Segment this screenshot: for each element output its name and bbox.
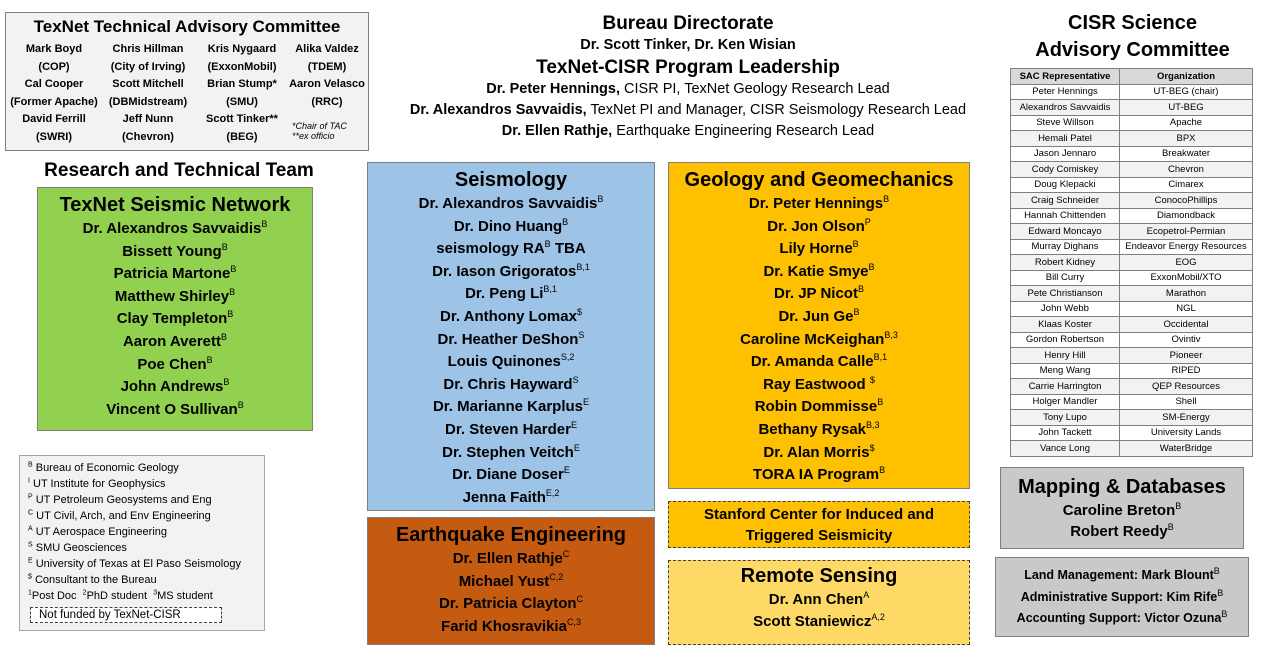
list-item: Dr. Katie Smye$^B$ bbox=[763, 261, 875, 280]
sac-table bbox=[1010, 68, 1253, 457]
sac-representative: Steve Willson bbox=[1011, 115, 1120, 131]
member-list bbox=[669, 589, 969, 633]
table-row bbox=[1011, 301, 1253, 317]
list-item: Land Management: Mark Blount$^B$ bbox=[1024, 565, 1220, 582]
member-list bbox=[669, 193, 969, 487]
legend-item: $^C$ UT Civil, Arch, and Env Engineering bbox=[28, 509, 211, 522]
sac-representative: Jason Jennaro bbox=[1011, 146, 1120, 162]
tac-entry: (TDEM) bbox=[307, 60, 347, 73]
table-row bbox=[1011, 363, 1253, 379]
table-row bbox=[1011, 84, 1253, 100]
table-row bbox=[1011, 100, 1253, 116]
list-item: Dr. Dino Huang$^B$ bbox=[453, 216, 569, 235]
sac-organization: EOG bbox=[1120, 255, 1253, 271]
sac-organization: Pioneer bbox=[1120, 348, 1253, 364]
panel-title: Remote Sensing bbox=[740, 565, 898, 587]
list-item: Louis Quinones$^{S,2}$ bbox=[447, 352, 575, 371]
sac-organization: Marathon bbox=[1120, 286, 1253, 302]
sac-representative: Carrie Harrington bbox=[1011, 379, 1120, 395]
sac-representative: Cody Comiskey bbox=[1011, 162, 1120, 178]
table-row bbox=[1011, 224, 1253, 240]
list-item: Lily Horne$^B$ bbox=[779, 239, 859, 258]
table-row bbox=[1011, 131, 1253, 147]
tac-column bbox=[102, 41, 194, 146]
tac-entry: (ExxonMobil) bbox=[207, 60, 277, 73]
research-team-title: Research and Technical Team bbox=[44, 160, 314, 181]
list-item: Dr. Steven Harder$^E$ bbox=[445, 419, 577, 438]
list-item: Dr. Heather DeShon$^S$ bbox=[437, 329, 585, 348]
program-lead-2: Dr. Alexandros Savvaidis, TexNet PI and Manager, CISR Seismology Research Lead bbox=[409, 102, 967, 118]
list-item: Poe Chen$^B$ bbox=[137, 354, 213, 373]
tac-entry: (DBMidstream) bbox=[108, 95, 188, 108]
table-row bbox=[1011, 255, 1253, 271]
sac-organization: Endeavor Energy Resources bbox=[1120, 239, 1253, 255]
list-item: Dr. Stephen Veitch$^E$ bbox=[442, 442, 580, 461]
sac-organization: Cimarex bbox=[1120, 177, 1253, 193]
list-item: Patricia Martone$^B$ bbox=[113, 264, 237, 283]
list-item: Dr. Jun $Ge^B$ bbox=[778, 306, 860, 325]
list-item: Accounting Support: Victor Ozuna$^B$ bbox=[1016, 608, 1228, 625]
table-row bbox=[1011, 410, 1253, 426]
support-staff-box bbox=[995, 557, 1249, 637]
legend-item: $^I$ UT Institute for Geophysics bbox=[28, 477, 166, 490]
sac-organization: Apache bbox=[1120, 115, 1253, 131]
geology-panel bbox=[668, 162, 970, 489]
sac-organization: BPX bbox=[1120, 131, 1253, 147]
sac-representative: Doug Klepacki bbox=[1011, 177, 1120, 193]
list-item: Clay Templeton$^B$ bbox=[116, 309, 234, 328]
table-row bbox=[1011, 348, 1253, 364]
list-item: Michael Yust$^{C,2}$ bbox=[458, 571, 564, 590]
stanford-line-2: Triggered Seismicity bbox=[745, 527, 893, 544]
sac-organization: University Lands bbox=[1120, 425, 1253, 441]
legend-item: $^B$ Bureau of Economic Geology bbox=[28, 461, 179, 474]
program-lead-3: Dr. Ellen Rathje, Earthquake Engineering Research Lead bbox=[501, 123, 875, 139]
table-row bbox=[1011, 394, 1253, 410]
earthquake-engineering-panel bbox=[367, 517, 655, 645]
sac-representative: Hannah Chittenden bbox=[1011, 208, 1120, 224]
table-row bbox=[1011, 379, 1253, 395]
tac-entry: David Ferrill bbox=[22, 113, 86, 125]
support-list bbox=[996, 558, 1248, 630]
table-row bbox=[1011, 162, 1253, 178]
legend-box bbox=[19, 455, 265, 631]
sac-representative: Robert Kidney bbox=[1011, 255, 1120, 271]
list-item: Dr. Alexandros Savvaidis$^B$ bbox=[418, 194, 604, 212]
sac-organization: Shell bbox=[1120, 394, 1253, 410]
sac-organization: ExxonMobil/XTO bbox=[1120, 270, 1253, 286]
sac-header-row bbox=[1011, 69, 1253, 85]
sac-organization: SM-Energy bbox=[1120, 410, 1253, 426]
list-item: Dr. Ellen Rathje$^C$ bbox=[452, 549, 570, 567]
tac-box bbox=[5, 12, 369, 151]
list-item: Dr. Jon Olson$^P$ bbox=[767, 216, 871, 235]
tac-column bbox=[196, 41, 288, 146]
tac-entry: (BEG) bbox=[226, 130, 258, 143]
tac-title: TexNet Technical Advisory Committee bbox=[33, 17, 341, 36]
sac-representative: Alexandros Savvaidis bbox=[1011, 100, 1120, 116]
sac-organization: NGL bbox=[1120, 301, 1253, 317]
sac-representative: Murray Dighans bbox=[1011, 239, 1120, 255]
legend-item: $ Consultant to the Bureau bbox=[28, 573, 157, 586]
stanford-line-1: Stanford Center for Induced and bbox=[703, 506, 934, 523]
legend-item: $^A$ UT Aerospace Engineering bbox=[28, 525, 167, 538]
sac-representative: Tony Lupo bbox=[1011, 410, 1120, 426]
tac-entry: Cal Cooper bbox=[24, 78, 84, 90]
list-item: Aaron Averett$^B$ bbox=[122, 331, 228, 350]
tac-entry: (COP) bbox=[38, 60, 70, 73]
tac-entry: Jeff Nunn bbox=[122, 113, 174, 125]
tac-entry: Aaron Velasco bbox=[289, 78, 365, 90]
table-row bbox=[1011, 270, 1253, 286]
list-item: Dr. Marianne Karplus$^E$ bbox=[432, 397, 590, 416]
sac-representative: Edward Moncayo bbox=[1011, 224, 1120, 240]
tac-entry: (SMU) bbox=[226, 95, 258, 108]
tac-entry: Scott Mitchell bbox=[112, 78, 184, 90]
list-item: Dr. Alexandros Savvaidis$^B$ bbox=[82, 219, 268, 237]
list-item: Farid Khosravikia$^{C,3}$ bbox=[441, 616, 581, 635]
sac-organization: UT-BEG bbox=[1120, 100, 1253, 116]
list-item: Dr. Peter Hennings$^B$ bbox=[748, 194, 890, 212]
list-item: Dr. Chris Hayward$^S$ bbox=[443, 374, 579, 393]
table-row bbox=[1011, 208, 1253, 224]
list-item: Matthew Shirley$^B$ bbox=[114, 286, 236, 305]
tac-entry: (SWRI) bbox=[35, 130, 73, 143]
sac-representative: Gordon Robertson bbox=[1011, 332, 1120, 348]
list-item: seismology $RA^B$ TBA bbox=[436, 239, 586, 258]
not-funded-key: Not funded by TexNet-CISR bbox=[30, 607, 222, 623]
list-item: Bethany Rysak$^{B,3}$ bbox=[758, 419, 880, 438]
sac-representative: Peter Hennings bbox=[1011, 84, 1120, 100]
mapping-databases-panel bbox=[1000, 467, 1244, 549]
tac-entry: (City of Irving) bbox=[110, 60, 186, 73]
list-item: Dr. Amanda Calle$^{B,1}$ bbox=[750, 352, 888, 371]
sac-organization: Occidental bbox=[1120, 317, 1253, 333]
tac-note: *Chair of TAC **ex officio bbox=[292, 121, 347, 141]
table-row bbox=[1011, 239, 1253, 255]
panel-title: Earthquake Engineering bbox=[395, 524, 627, 546]
list-item: Caroline Breton$^B$ bbox=[1062, 501, 1182, 519]
legend-item: $^P$ UT Petroleum Geosystems and Eng bbox=[28, 493, 212, 506]
sac-representative: Hemali Patel bbox=[1011, 131, 1120, 147]
tac-entry: Kris Nygaard bbox=[207, 43, 277, 55]
sac-representative: John Webb bbox=[1011, 301, 1120, 317]
program-lead-1: Dr. Peter Hennings, CISR PI, TexNet Geology Research Lead bbox=[486, 81, 890, 97]
list-item: Administrative Support: Kim Rife$^B$ bbox=[1020, 587, 1224, 604]
sac-representative: Bill Curry bbox=[1011, 270, 1120, 286]
list-item: Caroline McKeighan$^{B,3}$ bbox=[740, 329, 898, 348]
list-item: Dr. Iason Grigoratos$^{B,1}$ bbox=[432, 261, 590, 280]
list-item: Bissett Young$^B$ bbox=[122, 241, 228, 260]
tac-column bbox=[284, 41, 370, 111]
list-item: John Andrews$^B$ bbox=[120, 377, 230, 396]
sac-representative: Klaas Koster bbox=[1011, 317, 1120, 333]
tac-column bbox=[8, 41, 100, 146]
list-item: Dr. JP Nicot$^B$ bbox=[774, 284, 864, 303]
list-item: Vincent O Sullivan$^B$ bbox=[106, 399, 244, 418]
panel-title: TexNet Seismic Network bbox=[59, 194, 291, 216]
sac-representative: Craig Schneider bbox=[1011, 193, 1120, 209]
legend-degrees: $^1$Post Doc $^2$PhD student $^3$MS student bbox=[28, 589, 213, 602]
sac-organization: Chevron bbox=[1120, 162, 1253, 178]
tac-entry: (Former Apache) bbox=[10, 95, 98, 108]
program-header bbox=[368, 12, 1008, 142]
sac-representative: John Tackett bbox=[1011, 425, 1120, 441]
member-list bbox=[38, 218, 312, 421]
list-item: Dr. Patricia Clayton$^C$ bbox=[438, 594, 584, 613]
sac-organization: Ovintiv bbox=[1120, 332, 1253, 348]
list-item: Dr. Peng $Li^{B,1}$ bbox=[465, 284, 557, 303]
sac-representative: Vance Long bbox=[1011, 441, 1120, 457]
list-item: Dr. Anthony Lomax$ bbox=[440, 306, 582, 325]
panel-title: Geology and Geomechanics bbox=[684, 169, 954, 191]
sac-organization: ConocoPhillips bbox=[1120, 193, 1253, 209]
sac-representative: Meng Wang bbox=[1011, 363, 1120, 379]
legend-item: $^E$ University of Texas at El Paso Seismology bbox=[28, 557, 241, 570]
tac-entry: (RRC) bbox=[311, 95, 343, 108]
tac-entry: Chris Hillman bbox=[112, 43, 184, 55]
table-row bbox=[1011, 115, 1253, 131]
sac-organization: UT-BEG (chair) bbox=[1120, 84, 1253, 100]
remote-sensing-panel bbox=[668, 560, 970, 645]
tac-entry: Mark Boyd bbox=[25, 43, 83, 55]
list-item: Dr. Diane Doser$^E$ bbox=[452, 465, 570, 484]
list-item: Dr. Alan Morris$ bbox=[763, 442, 875, 461]
legend-item: $^S$ SMU Geosciences bbox=[28, 541, 127, 554]
table-row bbox=[1011, 286, 1253, 302]
list-item: Ray Eastwood $ bbox=[763, 374, 875, 393]
sac-representative: Pete Christianson bbox=[1011, 286, 1120, 302]
legend-items bbox=[20, 456, 264, 588]
table-row bbox=[1011, 146, 1253, 162]
tac-entry: Alika Valdez bbox=[295, 43, 359, 55]
list-item: Robin Dommisse$^B$ bbox=[754, 397, 884, 416]
sac-col-organization: Organization bbox=[1120, 69, 1253, 85]
list-item: TORA IA Program$^B$ bbox=[752, 465, 886, 484]
sac-organization: Breakwater bbox=[1120, 146, 1253, 162]
table-row bbox=[1011, 193, 1253, 209]
directorate-names: Dr. Scott Tinker, Dr. Ken Wisian bbox=[580, 37, 796, 53]
table-row bbox=[1011, 332, 1253, 348]
member-list bbox=[1001, 500, 1243, 542]
texnet-seismic-network-panel bbox=[37, 187, 313, 431]
panel-title: Mapping & Databases bbox=[1018, 476, 1226, 498]
sac-organization: Diamondback bbox=[1120, 208, 1253, 224]
table-row bbox=[1011, 441, 1253, 457]
sac-organization: RIPED bbox=[1120, 363, 1253, 379]
tac-entry: (Chevron) bbox=[122, 130, 174, 143]
table-row bbox=[1011, 425, 1253, 441]
sac-organization: WaterBridge bbox=[1120, 441, 1253, 457]
list-item: Jenna Faith$^{E,2}$ bbox=[462, 487, 560, 506]
sac-representative: Holger Mandler bbox=[1011, 394, 1120, 410]
sac-organization: Ecopetrol-Permian bbox=[1120, 224, 1253, 240]
program-title: TexNet-CISR Program Leadership bbox=[536, 57, 840, 78]
sac-representative: Henry Hill bbox=[1011, 348, 1120, 364]
member-list bbox=[368, 548, 654, 638]
stanford-center-box bbox=[668, 501, 970, 548]
panel-title: Seismology bbox=[454, 169, 568, 191]
tac-entry: Scott Tinker** bbox=[206, 113, 278, 125]
sac-title: CISR Science Advisory Committee bbox=[1035, 12, 1230, 61]
sac-organization: QEP Resources bbox=[1120, 379, 1253, 395]
directorate-title: Bureau Directorate bbox=[602, 13, 774, 34]
list-item: Scott Staniewicz$^{A,2}$ bbox=[753, 612, 885, 630]
tac-entry: Brian Stump* bbox=[207, 78, 277, 90]
seismology-panel bbox=[367, 162, 655, 511]
list-item: Dr. Ann Chen$^A$ bbox=[768, 590, 870, 608]
member-list bbox=[368, 193, 654, 509]
sac-col-representative: SAC Representative bbox=[1011, 69, 1120, 85]
table-row bbox=[1011, 317, 1253, 333]
list-item: Robert Reedy$^B$ bbox=[1070, 522, 1174, 540]
table-row bbox=[1011, 177, 1253, 193]
